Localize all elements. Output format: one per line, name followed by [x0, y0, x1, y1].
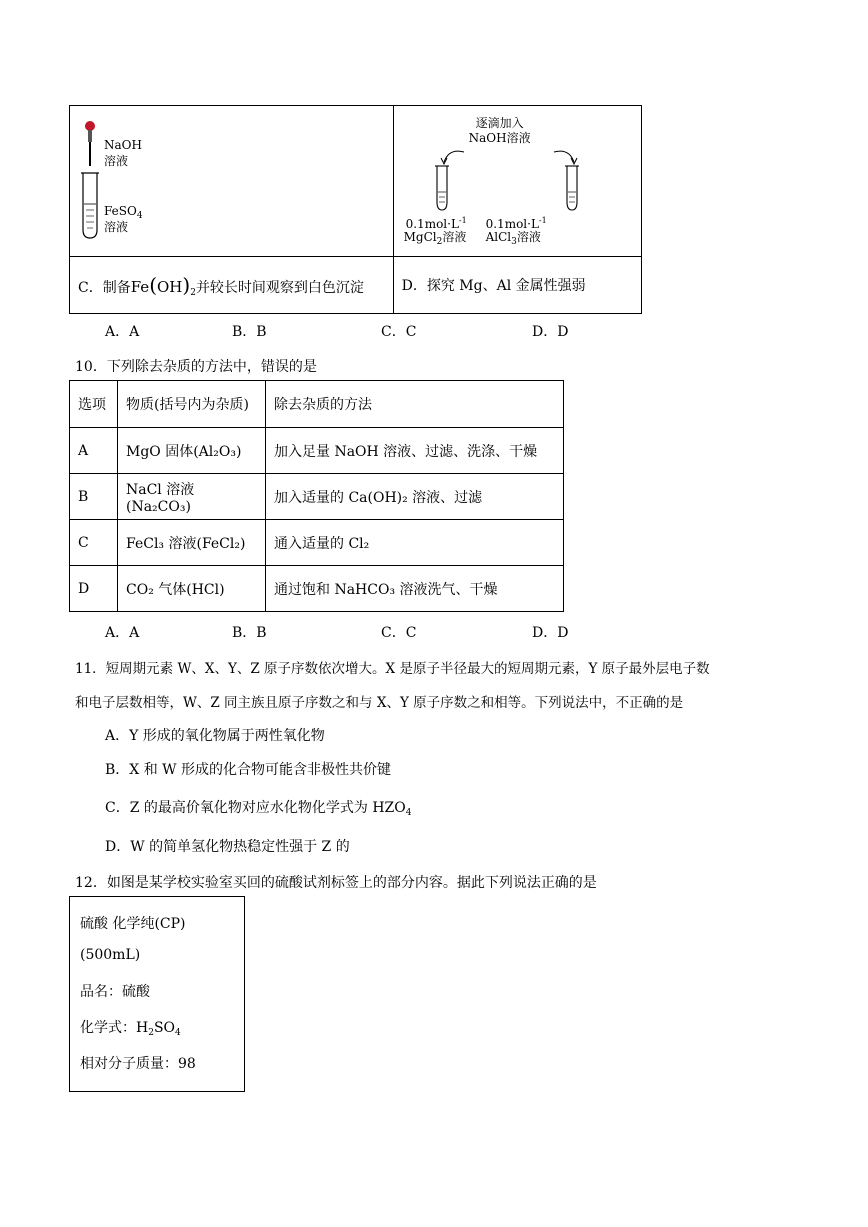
q10-option-c[interactable]: C．C — [381, 625, 417, 641]
q11-option-c[interactable]: C．Z 的最高价氧化物对应水化物化学式为 $HZO_4$ — [105, 800, 412, 818]
q11-stem-line2: 和电子层数相等，W、Z 同主族且原子序数之和与 X、Y 原子序数之和相等。下列说法中，不正确的是 — [75, 695, 684, 711]
dropwise-naoh-label: NaOH溶液 — [468, 131, 531, 145]
reagent-label-box — [69, 896, 245, 1092]
dropwise-label: 逐滴加入 — [475, 116, 524, 130]
table-row — [70, 566, 564, 612]
row-option: A — [70, 428, 118, 474]
q11-option-a[interactable]: A．Y 形成的氧化物属于两性氧化物 — [105, 728, 325, 744]
table-row — [70, 474, 564, 520]
row-method: 加入适量的 Ca(OH)₂ 溶液、过滤 — [266, 474, 564, 520]
naoh-solution-label: 溶液 — [104, 154, 129, 168]
q9-figure-c — [70, 106, 383, 256]
header-substance: 物质(括号内为杂质) — [118, 381, 266, 428]
row-method: 加入足量 NaOH 溶液、过滤、洗涤、干燥 — [266, 428, 564, 474]
q12-stem: 12．如图是某学校实验室买回的硫酸试剂标签上的部分内容。据此下列说法正确的是 — [75, 875, 597, 891]
mgcl2-concentration: $0.1mol\cdot L^{-1}$ — [405, 216, 467, 231]
mgcl2-solution-label: MgCl$_2$溶液 — [403, 230, 467, 247]
q9-option-c-cell: C．制备$Fe(OH)_2$并较长时间观察到白色沉淀 — [70, 257, 394, 314]
two-testtubes-icon — [394, 134, 634, 214]
q10-option-a[interactable]: A．A — [105, 625, 140, 641]
table-row — [70, 428, 564, 474]
label-line-volume: (500mL) — [80, 947, 141, 963]
q9-options — [105, 321, 665, 341]
q9-option-a[interactable]: A．A — [105, 324, 140, 340]
row-option: C — [70, 520, 118, 566]
q10-stem: 10．下列除去杂质的方法中，错误的是 — [75, 359, 317, 375]
label-line-formula: 化学式：$H_2SO_4$ — [80, 1020, 181, 1038]
label-line-name: 硫酸 化学纯(CP) — [80, 916, 186, 932]
q11-option-d[interactable]: D．W 的简单氢化物热稳定性强于 Z 的 — [105, 839, 350, 855]
q9-figure-d — [394, 106, 634, 256]
row-method: 通入适量的 Cl₂ — [266, 520, 564, 566]
q9-option-d-cell: D．探究 Mg、Al 金属性强弱 — [393, 257, 641, 314]
row-substance: FeCl₃ 溶液(FeCl₂) — [118, 520, 266, 566]
q10-option-d[interactable]: D．D — [532, 625, 569, 641]
naoh-label: NaOH — [104, 138, 142, 152]
q9-option-c[interactable]: C．C — [381, 324, 417, 340]
q10-table — [69, 380, 564, 612]
row-option: D — [70, 566, 118, 612]
alcl3-concentration: $0.1mol\cdot L^{-1}$ — [485, 216, 547, 231]
feso4-solution-label: 溶液 — [104, 220, 129, 234]
q10-option-b[interactable]: B．B — [232, 625, 267, 641]
label-line-mass: 相对分子质量：98 — [80, 1056, 196, 1072]
table-row — [70, 520, 564, 566]
header-option: 选项 — [70, 381, 118, 428]
row-option: B — [70, 474, 118, 520]
header-method: 除去杂质的方法 — [266, 381, 564, 428]
q9-figure-d-cell — [393, 106, 641, 257]
q9-option-d[interactable]: D．D — [532, 324, 569, 340]
row-substance: CO₂ 气体(HCl) — [118, 566, 266, 612]
table-header-row — [70, 381, 564, 428]
row-substance: MgO 固体(Al₂O₃) — [118, 428, 266, 474]
q9-table — [69, 105, 642, 314]
q11-stem-line1: 11．短周期元素 W、X、Y、Z 原子序数依次增大。X 是原子半径最大的短周期元素，Y 原子最外层电子数 — [75, 661, 710, 677]
label-line-product: 品名：硫酸 — [80, 984, 150, 1000]
q11-option-b[interactable]: B．X 和 W 形成的化合物可能含非极性共价键 — [105, 762, 391, 778]
q9-figure-c-cell — [70, 106, 394, 257]
q9-option-b[interactable]: B．B — [232, 324, 267, 340]
q10-options — [105, 622, 665, 642]
row-method: 通过饱和 NaHCO₃ 溶液洗气、干燥 — [266, 566, 564, 612]
feso4-label: FeSO$_4$ — [104, 204, 143, 221]
row-substance: NaCl 溶液(Na₂CO₃) — [118, 474, 266, 520]
alcl3-solution-label: AlCl$_3$溶液 — [485, 230, 541, 247]
